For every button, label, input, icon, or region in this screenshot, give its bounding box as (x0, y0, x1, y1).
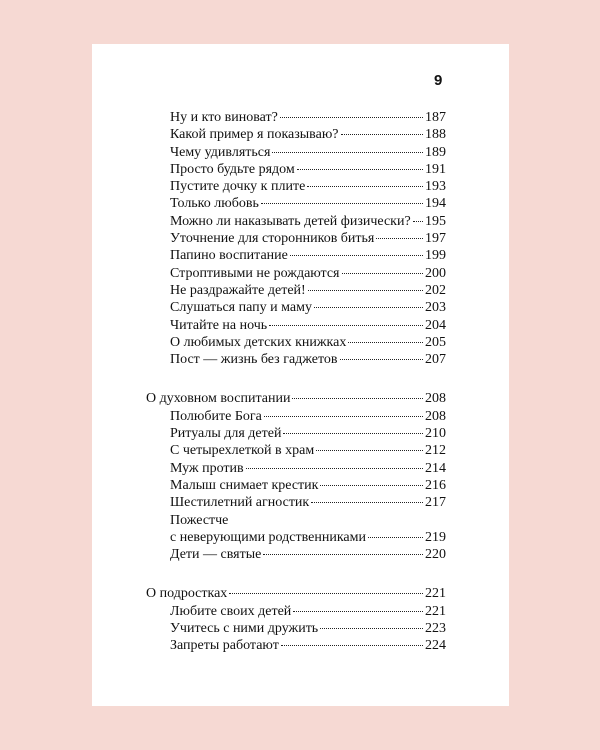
toc-entry-page: 188 (425, 127, 446, 143)
toc-entry[interactable] (146, 282, 446, 299)
toc-entry-page: 193 (425, 179, 446, 195)
toc-entry-page: 200 (425, 265, 446, 281)
toc-entry-title-line1: Пожестче (170, 512, 229, 528)
toc-entry-page: 210 (425, 426, 446, 442)
dot-leader (280, 117, 423, 118)
toc-entry-page: 204 (425, 317, 446, 333)
toc-chapter[interactable] (146, 390, 446, 407)
dot-leader (281, 645, 423, 646)
toc-entry[interactable] (146, 425, 446, 442)
toc-entry[interactable] (146, 351, 446, 368)
toc-entry[interactable] (146, 317, 446, 334)
dot-leader (376, 238, 423, 239)
toc-entry-page: 221 (425, 586, 446, 602)
toc-entry-page: 224 (425, 638, 446, 654)
toc-entry-title: Дети — святые (170, 547, 262, 563)
toc-entry-page: 212 (425, 443, 446, 459)
page-number: 9 (434, 72, 443, 89)
toc-entry[interactable] (146, 178, 446, 195)
toc-entry-title: Чему удивляться (170, 144, 271, 160)
toc-entry-title: Не раздражайте детей! (170, 282, 306, 298)
toc-entry-title: Ритуалы для детей (170, 426, 282, 442)
toc-entry[interactable] (146, 230, 446, 247)
toc-entry[interactable] (146, 637, 446, 654)
toc-entry-title: Строптивыми не рождаются (170, 265, 340, 281)
toc-entry-page: 216 (425, 477, 446, 493)
toc-entry[interactable] (146, 195, 446, 212)
dot-leader (314, 307, 423, 308)
dot-leader (320, 628, 423, 629)
toc-entry[interactable] (146, 213, 446, 230)
toc-entry-title: с неверующими родственниками (170, 529, 366, 545)
dot-leader (341, 134, 424, 135)
toc-entry-title: Ну и кто виноват? (170, 110, 278, 125)
toc-entry-title: Только любовь (170, 196, 259, 212)
toc-entry[interactable] (146, 334, 446, 351)
dot-leader (269, 325, 423, 326)
toc-entry-page: 197 (425, 231, 446, 247)
toc-entry-title: Любите своих детей (170, 603, 292, 619)
toc-entry-title: Малыш снимает крестик (170, 477, 319, 493)
dot-leader (263, 554, 423, 555)
toc-entry-page: 205 (425, 334, 446, 350)
toc-entry-page: 195 (425, 213, 446, 229)
toc-entry[interactable] (146, 546, 446, 563)
toc-entry-page: 214 (425, 460, 446, 476)
toc-entry-title: Пост — жизнь без гаджетов (170, 352, 338, 368)
dot-leader (311, 502, 423, 503)
toc-entry-page: 199 (425, 248, 446, 264)
toc-entry-title: Слушаться папу и маму (170, 300, 312, 316)
dot-leader (297, 169, 423, 170)
toc-entry-page: 220 (425, 547, 446, 563)
toc-entry[interactable] (146, 460, 446, 477)
toc-entry[interactable] (146, 408, 446, 425)
dot-leader (283, 433, 423, 434)
toc-entry[interactable] (146, 603, 446, 620)
toc-entry-title: О любимых детских книжках (170, 334, 347, 350)
toc-entry[interactable] (146, 126, 446, 143)
dot-leader (368, 537, 423, 538)
toc-entry[interactable] (146, 494, 446, 511)
toc-entry-page: 187 (425, 110, 446, 125)
toc-entry[interactable] (146, 265, 446, 282)
toc-entry-title: Уточнение для сторонников битья (170, 231, 375, 247)
dot-leader (342, 273, 424, 274)
toc-entry-title: Какой пример я показываю? (170, 127, 339, 143)
toc-entry-page: 221 (425, 603, 446, 619)
toc-entry[interactable] (146, 620, 446, 637)
toc-entry-title: О подростках (146, 586, 228, 602)
toc-entry-title: Пустите дочку к плите (170, 179, 306, 195)
toc-entry-page: 194 (425, 196, 446, 212)
dot-leader (246, 468, 423, 469)
toc-entry-page: 207 (425, 352, 446, 368)
section-gap (146, 563, 446, 585)
dot-leader (308, 290, 423, 291)
toc-entry-page: 191 (425, 161, 446, 177)
dot-leader (348, 342, 423, 343)
toc-entry-page: 208 (425, 408, 446, 424)
toc-entry-page: 203 (425, 300, 446, 316)
toc-entry-page: 189 (425, 144, 446, 160)
dot-leader (261, 203, 423, 204)
section-gap (146, 368, 446, 390)
toc-entry[interactable] (146, 247, 446, 264)
dot-leader (272, 152, 423, 153)
toc-entry-page: 202 (425, 282, 446, 298)
toc-entry[interactable] (146, 299, 446, 316)
toc-entry[interactable] (146, 161, 446, 178)
dot-leader (316, 450, 423, 451)
dot-leader (229, 593, 423, 594)
toc-entry-title: С четырехлеткой в храм (170, 443, 315, 459)
dot-leader (413, 221, 423, 222)
table-of-contents (146, 109, 446, 655)
toc-entry[interactable] (146, 477, 446, 494)
toc-entry[interactable] (146, 442, 446, 459)
toc-entry-page: 208 (425, 391, 446, 407)
toc-entry-title: Учитесь с ними дружить (170, 621, 319, 637)
dot-leader (307, 186, 423, 187)
toc-entry-title: Муж против (170, 460, 244, 476)
dot-leader (340, 359, 423, 360)
toc-entry-title: Можно ли наказывать детей физически? (170, 213, 411, 229)
toc-entry[interactable] (146, 109, 446, 126)
toc-entry-title: Папино воспитание (170, 248, 288, 264)
toc-entry-page: 217 (425, 495, 446, 511)
toc-entry-title: Просто будьте рядом (170, 161, 295, 177)
toc-entry-title: Шестилетний агностик (170, 495, 310, 511)
toc-entry-title: О духовном воспитании (146, 391, 291, 407)
dot-leader (264, 416, 423, 417)
toc-entry-page: 223 (425, 621, 446, 637)
toc-entry-title: Читайте на ночь (170, 317, 268, 333)
dot-leader (292, 398, 423, 399)
toc-entry-title: Полюбите Бога (170, 408, 262, 424)
dot-leader (293, 611, 423, 612)
toc-entry-page: 219 (425, 529, 446, 545)
toc-entry[interactable] (146, 144, 446, 161)
dot-leader (290, 255, 423, 256)
toc-entry[interactable] (146, 512, 446, 547)
toc-entry-title: Запреты работают (170, 638, 279, 654)
toc-chapter[interactable] (146, 585, 446, 602)
dot-leader (320, 485, 423, 486)
